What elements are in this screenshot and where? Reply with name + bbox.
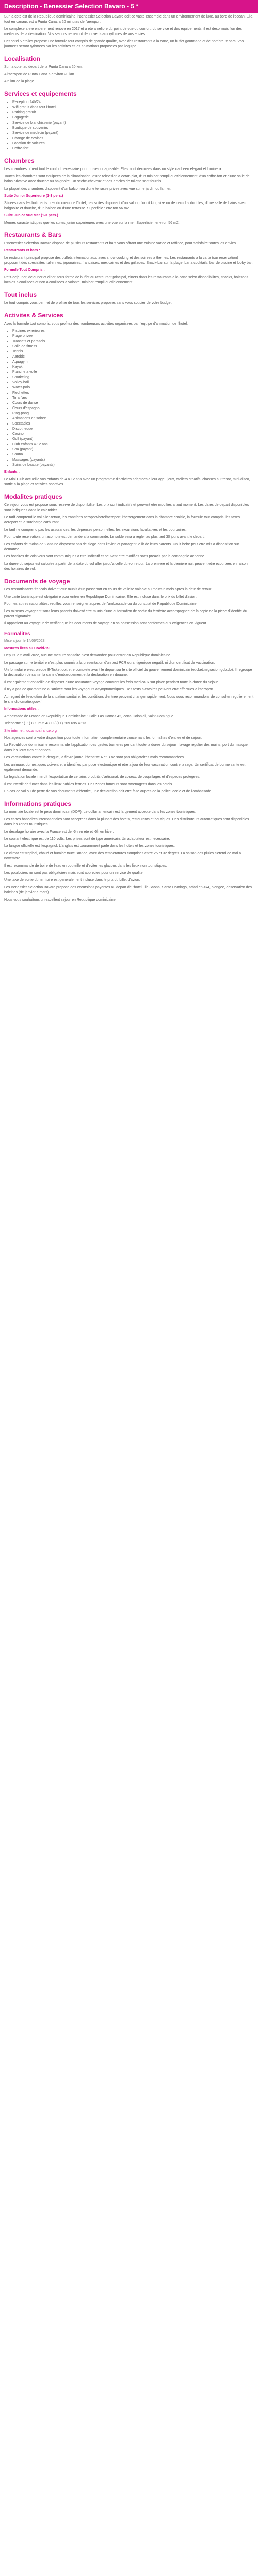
sante-label: Mesures liees au Covid-19 — [4, 647, 50, 650]
list-item: • Wifi gratuit dans tout l'hotel — [12, 105, 254, 110]
list-item: • Reception 24h/24 — [12, 100, 254, 105]
room-type-label: Suite Junior Vue Mer (1-3 pers.) — [4, 214, 58, 217]
list-item: • Volley-ball — [12, 380, 254, 385]
list-item: • Ping-pong — [12, 411, 254, 416]
documents-paragraph: Il appartient au voyageur de verifier que les documents de voyage en sa possession sont conformes aux exigences en vigueur. — [4, 622, 207, 625]
informations-paragraph: Le climat est tropical, chaud et humide toute l'annee, avec des temperatures comprises entre 25 et 32 degres. La saison des pluies s'etend de mai a novembre. — [4, 852, 241, 860]
modalites-paragraph: Les enfants de moins de 2 ans ne disposent pas de siege dans l'avion et partagent le lit de leurs parents. Un lit bebe peut etre mis a disposition sur demande. — [4, 543, 239, 551]
info-paragraph: Telephone : (+1) 809 695 4300 / (+1) 809 695 4313 — [4, 722, 86, 725]
room-type-text: Memes caracteristiques que les suites junior superieures avec une vue sur la mer. Superficie : environ 56 m2. — [4, 221, 180, 225]
content-body — [0, 13, 258, 905]
intro-paragraph: Sur la cote est de la Republique dominicaine, l'Benessier Selection Bavaro doit ce vaste ensemble dans un environnement de luxe, au bord de l'ocean. Elle, tout en canaux est a Punta Cana, a 20 minutes de l'aeroport. — [4, 15, 254, 24]
info-paragraph: Ambassade de France en Republique Dominicaine : Calle Las Damas 42, Zona Colonial, Saint-Domingue. — [4, 715, 174, 718]
informations-paragraph: La langue officielle est l'espagnol. L'anglais est couramment parle dans les hotels et les zones touristiques. — [4, 844, 175, 848]
informations-paragraph: Les Benessier Selection Bavaro propose des excursions payantes au depart de l'hotel : ile Saona, Santo Domingo, safari en 4x4, plongee, observation des baleines (de janvier a mars). — [4, 886, 252, 894]
more-paragraph: Les vaccinations contre la dengue, la fievre jaune, l'hepatite A et B ne sont pas obligatoires mais recommandees. — [4, 756, 185, 759]
sante-paragraph: Le passage sur le territoire n'est plus soumis a la presentation d'un test PCR ou antigenique negatif, ni d'un certificat de vaccination. — [4, 661, 215, 665]
list-item: • Kayak — [12, 365, 254, 370]
list-item: • Coffre-fort — [12, 146, 254, 151]
sante-paragraph: Au regard de l'evolution de la situation sanitaire, les conditions d'entree peuvent changer rapidement. Nous vous recommandons de consulter regulierement le site diplomatie.gouv.fr. — [4, 695, 254, 704]
list-item: • Cours d'espagnol — [12, 406, 254, 411]
more-paragraph: La legislation locale interdit l'exportation de certains produits d'artisanat, de coraux, de coquillages et d'especes protegees. — [4, 775, 200, 779]
informations-paragraph: Les cartes bancaires internationales sont acceptees dans la plupart des hotels, restaurants et boutiques. Des distributeurs automatiques sont disponibles dans les zones touristiques. — [4, 818, 249, 826]
embassy-link[interactable]: Site internet : do.ambafrance.org — [4, 729, 57, 733]
localisation-line: A l'aeroport de Punta Cana a environ 20 km. — [4, 73, 75, 76]
informations-paragraph: Une taxe de sortie du territoire est generalement incluse dans le prix du billet d'avion. — [4, 878, 140, 882]
activites-intro: Avec la formule tout compris, vous profitez des nombreuses activites organisees par l'equipe d'animation de l'hotel. — [4, 322, 188, 326]
list-item: • Boutique de souvenirs — [12, 126, 254, 131]
services-list — [4, 100, 254, 151]
modalites-paragraph: La duree du sejour est calculee a partir de la date du vol aller jusqu'a celle du vol retour. La premiere et la derniere nuit peuvent etre ecourtees en raison des horaires de vol. — [4, 562, 248, 571]
list-item: • Soins de beaute (payants) — [12, 463, 254, 468]
informations-paragraph: Les pourboires ne sont pas obligatoires mais sont apprecies pour un service de qualite. — [4, 871, 144, 875]
list-item: • Location de voitures — [12, 141, 254, 146]
informations-paragraph: La monnaie locale est le peso dominicain (DOP). Le dollar americain est largement accepte dans les zones touristiques. — [4, 810, 196, 814]
list-item: • Water-polo — [12, 385, 254, 391]
list-item: • Massages (payants) — [12, 457, 254, 463]
restaurants-list-text: Le restaurant principal propose des buffets internationaux, avec show cooking et des soirees a themes. Les restaurants a la carte (sur reservation) proposent des specialites italiennes, japonaises, francaises, mexicaines et des grillades. Snack-bar sur la plage, bar a cocktails, bar de piscine et lobby bar. — [4, 256, 253, 265]
formalites-title: Formalites — [4, 631, 30, 637]
section-title-localisation: Localisation — [4, 55, 41, 62]
modalites-paragraph: Le tarif ne comprend pas les assurances, les depenses personnelles, les excursions facultatives et les pourboires. — [4, 528, 187, 532]
localisation-line: A 5 km de la plage. — [4, 80, 35, 83]
more-paragraph: Les animaux domestiques doivent etre identifies par puce electronique et etre a jour de leur vaccination contre la rage. Un certificat de bonne sante est egalement demande. — [4, 763, 246, 772]
list-item: • Bagagerie — [12, 115, 254, 121]
section-title-chambres: Chambres — [4, 157, 35, 164]
list-item: • Golf (payant) — [12, 437, 254, 442]
list-item: • Aquagym — [12, 360, 254, 365]
activites-list — [4, 329, 254, 468]
list-item: • Discotheque — [12, 427, 254, 432]
info-label: Informations utiles : — [4, 707, 39, 711]
more-paragraph: Il est interdit de fumer dans les lieux publics fermes. Des zones fumeurs sont amenagees dans les hotels. — [4, 783, 173, 786]
section-title-informations: Informations pratiques — [4, 800, 72, 807]
sante-paragraph: Il est egalement conseille de disposer d'une assurance voyage couvrant les frais medicaux sur place pendant toute la duree du sejour. — [4, 681, 219, 684]
informations-paragraph: Nous vous souhaitons un excellent sejour en Republique dominicaine. — [4, 898, 117, 902]
list-item: • Parking gratuit — [12, 110, 254, 115]
more-paragraph: En cas de vol ou de perte de vos documents d'identite, une declaration doit etre faite aupres de la police locale et de l'ambassade. — [4, 790, 213, 793]
info-link[interactable] — [4, 728, 254, 734]
room-type-label: Suite Junior Superieure (1-3 pers.) — [4, 194, 63, 198]
list-item: • Change de devises — [12, 136, 254, 141]
list-item: • Casino — [12, 432, 254, 437]
restaurants-paragraph: L'Benessier Selection Bavaro dispose de plusieurs restaurants et bars vous offrant une cuisine variee et raffinee, pour satisfaire toutes les envies. — [4, 242, 237, 245]
list-item: • Snorkeling — [12, 375, 254, 380]
section-title-modalites: Modalites pratiques — [4, 493, 62, 500]
list-item: • Piscines exterieures — [12, 329, 254, 334]
list-item: • Service de blanchisserie (payant) — [12, 121, 254, 126]
section-title-documents: Documents de voyage — [4, 578, 70, 585]
formule-label: Formule Tout Compris : — [4, 268, 45, 272]
chambres-paragraph: Les chambres offrent tout le confort necessaire pour un sejour agreable. Elles sont decorees dans un style caribeen elegant et lumineux. — [4, 167, 223, 171]
list-item: • Salle de fitness — [12, 344, 254, 349]
localisation-line: Sur la cote, au depart de la Punta Cana a 20 km. — [4, 65, 83, 69]
list-item: • Tir a l'arc — [12, 396, 254, 401]
list-item: • Club enfants 4-12 ans — [12, 442, 254, 447]
documents-paragraph: Les ressortissants francais doivent etre munis d'un passeport en cours de validite valable au moins 6 mois apres la date de retour. — [4, 588, 212, 591]
list-item: • Aerobic — [12, 354, 254, 360]
section-title-activites: Activites & Services — [4, 312, 63, 319]
list-item: • Spa (payant) — [12, 447, 254, 452]
more-paragraph: La Republique dominicaine recommande l'application des gestes barrieres pendant toute la duree du sejour : lavage regulier des mains, port du masque dans les lieux clos et bondes. — [4, 743, 248, 752]
sante-paragraph: Depuis le 5 avril 2022, aucune mesure sanitaire n'est demandee pour entrer en Republique dominicaine. — [4, 654, 171, 657]
list-item: • Cours de danse — [12, 401, 254, 406]
list-item: • Tennis — [12, 349, 254, 354]
modalites-paragraph: Les horaires de vols vous sont communiques a titre indicatif et peuvent etre modifies sans preavis par la compagnie aerienne. — [4, 555, 205, 558]
list-item: • Flechettes — [12, 391, 254, 396]
sante-paragraph: Il n'y a pas de quarantaine a l'arrivee pour les voyageurs asymptomatiques. Des tests aleatoires peuvent etre effectues a l'aeroport. — [4, 688, 214, 691]
modalites-paragraph: Le tarif comprend le vol aller-retour, les transferts aeroport/hotel/aeroport, l'hebergement dans la chambre choisie, la formule tout compris, les taxes aeroport et la surcharge carburant. — [4, 516, 240, 524]
sante-paragraph: Un formulaire electronique E-Ticket doit etre complete avant le depart sur le site officiel du gouvernement dominicain (eticket.migracion.gob.do). Il regroupe la declaration de sante, la carte d'embarquement et la declaration en douane. — [4, 668, 252, 677]
list-item: • Service de medecin (payant) — [12, 131, 254, 136]
chambres-paragraph: La plupart des chambres disposent d'un balcon ou d'une terrasse privee avec vue sur le jardin ou la mer. — [4, 187, 172, 191]
list-item: • Plage privee — [12, 334, 254, 339]
formalites-date: Mise a jour le 14/06/2023 — [4, 639, 45, 643]
list-item: • Spectacles — [12, 421, 254, 427]
section-title-tout-inclus: Tout inclus — [4, 291, 37, 298]
list-item: • Planche a voile — [12, 370, 254, 375]
section-title-restaurants: Restaurants & Bars — [4, 231, 62, 239]
kids-text: Le Mini Club accueille vos enfants de 4 a 12 ans avec un programme d'activites adaptees a leur age : jeux, ateliers creatifs, chasses au tresor, mini-disco, sortie a la plage et activites sportives. — [4, 478, 250, 486]
list-item: • Sauna — [12, 452, 254, 457]
section-title-services: Services et equipements — [4, 90, 77, 97]
page-title: Description - Benessier Selection Bavaro - 5 * — [4, 3, 139, 10]
modalites-paragraph: Ce sejour vous est propose sous reserve de disponibilite. Les prix sont indicatifs et peuvent etre modifies a tout moment. Les dates de depart disponibles sont indiquees dans le calendrier. — [4, 503, 249, 512]
info-paragraph: Nos agences sont a votre disposition pour toute information complementaire concernant les formalites d'entree et de sejour. — [4, 736, 202, 740]
documents-paragraph: Une carte touristique est obligatoire pour entrer en Republique Dominicaine. Elle est incluse dans le prix du billet d'avion. — [4, 595, 198, 599]
informations-paragraph: Il est recommande de boire de l'eau en bouteille et d'eviter les glacons dans les lieux non touristiques. — [4, 864, 167, 868]
informations-paragraph: Le courant electrique est de 110 volts. Les prises sont de type americain. Un adaptateur est necessaire. — [4, 837, 170, 841]
formule-text: Petit-dejeuner, dejeuner et diner sous forme de buffet au restaurant principal, diners dans les restaurants a la carte selon disponibilites, snacks, boissons locales alcoolisees et non alcoolisees a volonte, minibar rempli quotidiennement. — [4, 276, 249, 284]
modalites-paragraph: Pour toute reservation, un acompte est demande a la commande. Le solde sera a regler au plus tard 30 jours avant le depart. — [4, 535, 205, 539]
tout-inclus-text: Le tout compris vous permet de profiter de tous les services proposes sans vous soucier de votre budget. — [4, 301, 173, 305]
intro-paragraph: Cet hotel 5 etoiles propose une formule tout compris de grande qualite, avec des restaurants a la carte, un buffet gourmand et de nombreux bars. Vos journees seront rythmees par les activites et les animations proposees par l'equipe. — [4, 40, 244, 48]
intro-paragraph: Le complexe a ete entierement renove en 2017 et a ete ameliore du point de vue du confort, du service et des equipements, il est desormais l'un des meilleurs de la destination. Vos sejours ne seront decouverts aux rythmes de vos envies. — [4, 27, 242, 36]
documents-paragraph: Les mineurs voyageant sans leurs parents doivent etre munis d'une autorisation de sortie du territoire accompagnee de la copie de la piece d'identite du parent signataire. — [4, 609, 247, 618]
kids-label: Enfants : — [4, 470, 20, 474]
restaurants-label: Restaurants et bars : — [4, 249, 40, 252]
room-type-text: Situees dans les batiments pres du coeur de l'hotel, ces suites disposent d'un salon, d'un lit king size ou de deux lits doubles, d'une salle de bains avec baignoire et douche, d'un balcon ou d'une terrasse. Superficie : environ 56 m2. — [4, 201, 246, 210]
list-item: • Animations en soiree — [12, 416, 254, 421]
page-header — [0, 0, 258, 13]
documents-paragraph: Pour les autres nationalites, veuillez vous renseigner aupres de l'ambassade ou du consulat de Republique Dominicaine. — [4, 602, 198, 606]
list-item: • Transats et parasols — [12, 339, 254, 344]
informations-paragraph: Le decalage horaire avec la France est de -6h en ete et -5h en hiver. — [4, 830, 114, 834]
chambres-paragraph: Toutes les chambres sont equipees de la climatisation, d'une television a ecran plat, d'un minibar rempli quotidiennement, d'un coffre-fort et d'une salle de bains privative avec douche ou baignoire. Un seche-cheveux et des articles de toilette sont fournis. — [4, 175, 250, 183]
